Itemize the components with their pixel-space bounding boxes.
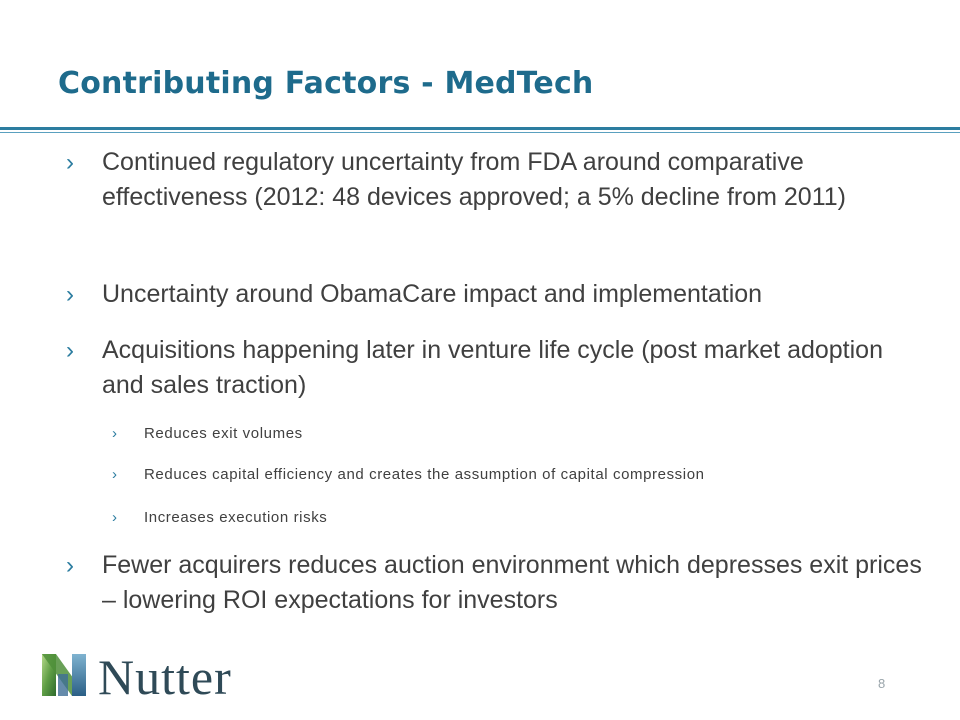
sub-bullet-marker-icon: › [112,509,117,526]
bullet-marker-icon: › [66,552,74,579]
page-number: 8 [878,676,886,691]
sub-bullet-text: Reduces capital efficiency and creates the assumption of capital compression [144,466,705,483]
bullet-item [66,548,926,618]
bullet-text: Acquisitions happening later in venture life cycle (post market adoption and sales traction) [102,336,883,399]
bullet-text: Continued regulatory uncertainty from FDA around comparative effectiveness (2012: 48 devices approved; a 5% decline from 2011) [102,148,846,211]
sub-bullet-text: Reduces exit volumes [144,425,303,442]
logo-wordmark: Nutter [98,649,232,705]
nutter-logo [40,649,300,705]
bullet-item [66,333,926,403]
bullet-item [66,277,926,312]
bullet-marker-icon: › [66,281,74,308]
bullet-marker-icon: › [66,337,74,364]
sub-bullet-text: Increases execution risks [144,509,328,526]
bullet-item [66,145,926,215]
sub-bullet-marker-icon: › [112,466,117,483]
bullet-marker-icon: › [66,149,74,176]
slide-title: Contributing Factors - MedTech [58,66,594,101]
title-divider-thin [0,132,960,133]
sub-bullet-item [112,464,892,486]
sub-bullet-marker-icon: › [112,425,117,442]
title-divider [0,127,960,130]
bullet-text: Uncertainty around ObamaCare impact and implementation [102,280,763,308]
sub-bullet-item [112,507,892,529]
bullet-text: Fewer acquirers reduces auction environment which depresses exit prices – lowering ROI expectations for investors [102,551,922,614]
nutter-logo-icon [40,652,88,698]
sub-bullet-item [112,423,892,445]
